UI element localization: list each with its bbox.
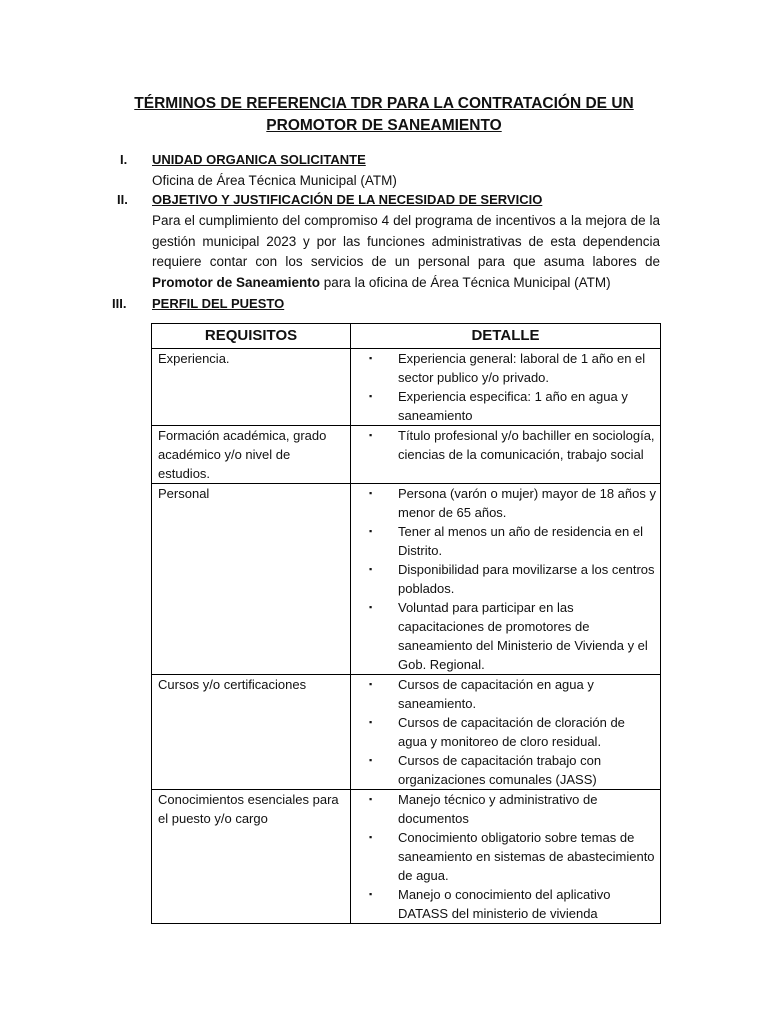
bullet-icon: ▪ [369, 679, 373, 689]
requirement-cell: Personal [152, 484, 351, 675]
bullet-icon: ▪ [369, 526, 373, 536]
detail-list [369, 484, 656, 674]
list-item [369, 522, 656, 560]
section-2-paragraph [152, 211, 660, 293]
bullet-icon: ▪ [369, 889, 373, 899]
bullet-icon: ▪ [369, 564, 373, 574]
title-line-1: TÉRMINOS DE REFERENCIA TDR PARA LA CONTRATACIÓN DE UN [134, 95, 634, 112]
section-number: II. [117, 192, 128, 207]
document-title [100, 93, 668, 137]
list-item [369, 751, 656, 789]
bullet-icon: ▪ [369, 755, 373, 765]
table-row [152, 349, 661, 426]
table-row [152, 790, 661, 924]
section-heading: PERFIL DEL PUESTO [152, 296, 285, 311]
list-item [369, 426, 656, 464]
list-item-text: Disponibilidad para movilizarse a los centros poblados. [398, 562, 655, 596]
table-row [152, 426, 661, 484]
list-item-text: Experiencia general: laboral de 1 año en el sector publico y/o privado. [398, 351, 646, 385]
detail-cell [351, 349, 661, 426]
detail-list [369, 790, 656, 923]
bullet-icon: ▪ [369, 717, 373, 727]
table-row [152, 484, 661, 675]
requirement-cell: Experiencia. [152, 349, 351, 426]
detail-list [369, 349, 656, 425]
list-item-text: Cursos de capacitación de cloración de agua y monitoreo de cloro residual. [398, 715, 625, 749]
bullet-icon: ▪ [369, 430, 373, 440]
list-item [369, 675, 656, 713]
requirement-cell: Cursos y/o certificaciones [152, 675, 351, 790]
detail-cell [351, 484, 661, 675]
section-number: I. [120, 152, 128, 167]
bullet-icon: ▪ [369, 391, 373, 401]
list-item [369, 713, 656, 751]
list-item-text: Cursos de capacitación trabajo con organizaciones comunales (JASS) [398, 753, 602, 787]
section-number: III. [112, 296, 127, 311]
list-item [369, 790, 656, 828]
list-item-text: Manejo o conocimiento del aplicativo DATASS del ministerio de vivienda [398, 887, 611, 921]
section-1-text: Oficina de Área Técnica Municipal (ATM) [152, 173, 397, 188]
bullet-icon: ▪ [369, 353, 373, 363]
paragraph-bold-role: Promotor de Saneamiento [152, 274, 321, 290]
requirement-cell: Conocimientos esenciales para el puesto y/o cargo [152, 790, 351, 924]
table-row [152, 675, 661, 790]
list-item [369, 484, 656, 522]
list-item-text: Manejo técnico y administrativo de documentos [398, 792, 598, 826]
list-item-text: Persona (varón o mujer) mayor de 18 años y menor de 65 años. [398, 486, 656, 520]
table-header-row [152, 324, 661, 349]
header-requisitos: REQUISITOS [152, 324, 351, 349]
list-item-text: Tener al menos un año de residencia en el Distrito. [398, 524, 643, 558]
detail-cell [351, 426, 661, 484]
list-item [369, 885, 656, 923]
list-item-text: Conocimiento obligatorio sobre temas de saneamiento en sistemas de abastecimiento de agua. [398, 830, 655, 883]
section-heading: OBJETIVO Y JUSTIFICACIÓN DE LA NECESIDAD DE SERVICIO [152, 192, 543, 207]
list-item [369, 349, 656, 387]
detail-list [369, 426, 656, 464]
bullet-icon: ▪ [369, 794, 373, 804]
list-item [369, 560, 656, 598]
list-item [369, 828, 656, 885]
bullet-icon: ▪ [369, 488, 373, 498]
list-item-text: Voluntad para participar en las capacitaciones de promotores de saneamiento del Ministerio de Vivienda y el Gob. Regional. [398, 600, 648, 672]
header-detalle: DETALLE [351, 324, 661, 349]
detail-cell [351, 675, 661, 790]
section-heading: UNIDAD ORGANICA SOLICITANTE [152, 152, 366, 167]
list-item [369, 598, 656, 674]
list-item [369, 387, 656, 425]
detail-list [369, 675, 656, 789]
bullet-icon: ▪ [369, 602, 373, 612]
paragraph-text: Para el cumplimiento del compromiso 4 del programa de incentivos a la mejora de la gestión municipal 2023 y por las funciones administrativas de esta dependencia requiere contar con los servicios de un personal para que asuma labores de [152, 213, 660, 269]
paragraph-text-end: para la oficina de Área Técnica Municipal (ATM) [320, 274, 611, 290]
requirements-table [151, 323, 661, 924]
list-item-text: Cursos de capacitación en agua y saneamiento. [398, 677, 594, 711]
title-line-2: PROMOTOR DE SANEAMIENTO [266, 117, 502, 134]
list-item-text: Experiencia especifica: 1 año en agua y saneamiento [398, 389, 628, 423]
requirement-cell: Formación académica, grado académico y/o nivel de estudios. [152, 426, 351, 484]
bullet-icon: ▪ [369, 832, 373, 842]
detail-cell [351, 790, 661, 924]
list-item-text: Título profesional y/o bachiller en sociología, ciencias de la comunicación, trabajo social [398, 428, 655, 462]
